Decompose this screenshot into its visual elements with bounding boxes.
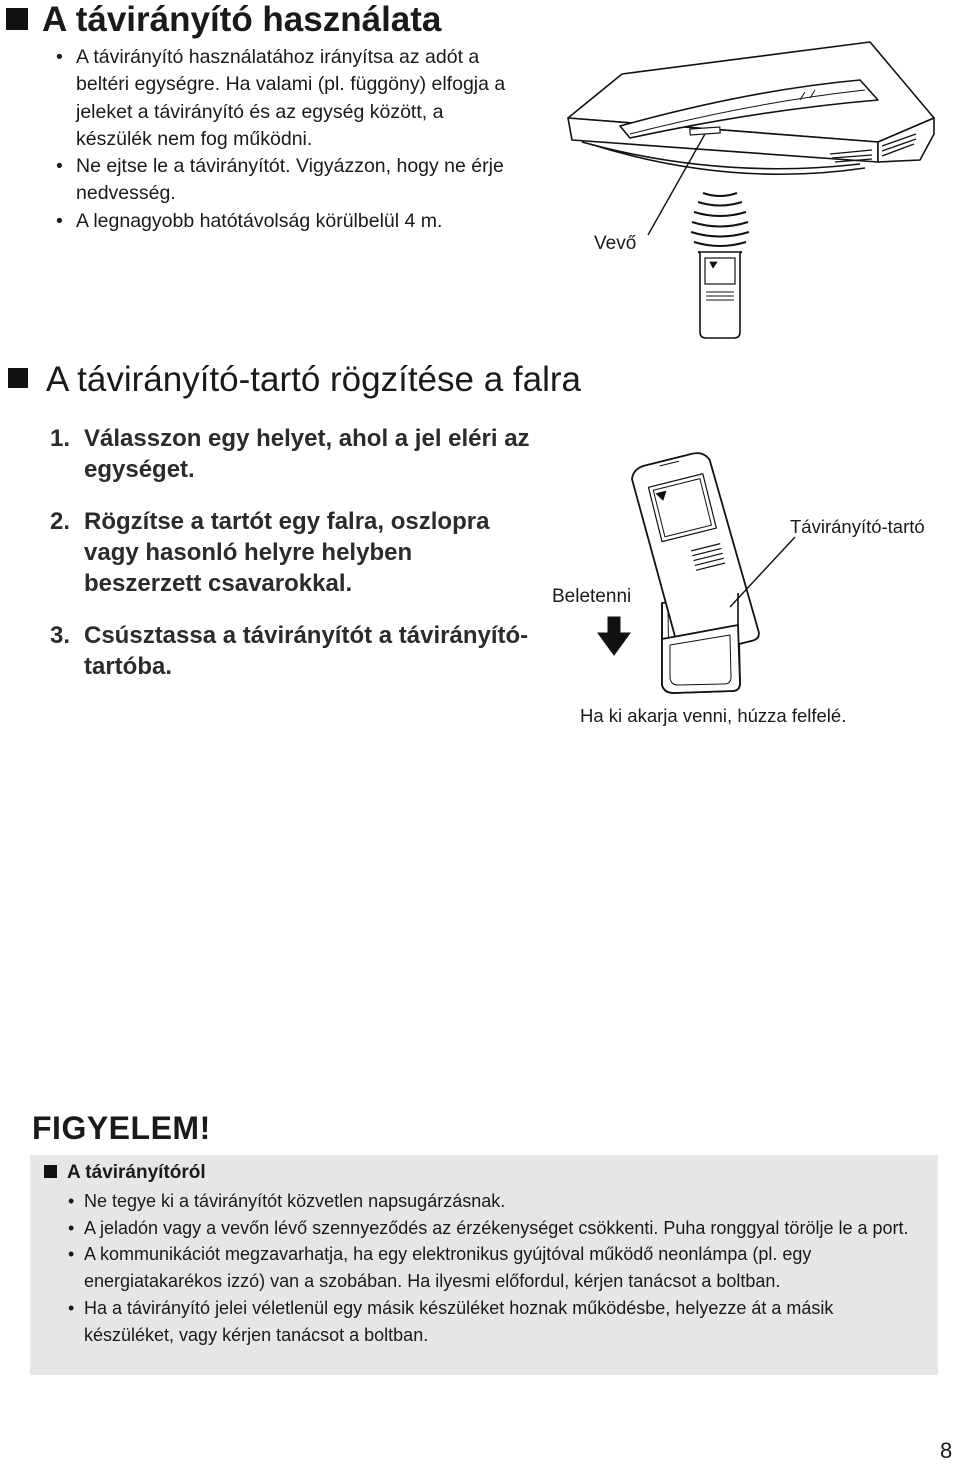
- list-item: • A jeladón vagy a vevőn lévő szennyeződés az érzékenységet csökkenti. Puha ronggyal törölje le a port.: [68, 1215, 928, 1242]
- caution-bullet-list: [68, 1188, 928, 1348]
- indoor-unit-illustration: [560, 30, 950, 380]
- remove-label: Ha ki akarja venni, húzza felfelé.: [580, 705, 847, 726]
- caution-subtitle-text: A távirányítóról: [67, 1162, 206, 1183]
- section-title-text: A távirányító használata: [42, 0, 442, 39]
- page-number: 8: [940, 1438, 953, 1463]
- section-title-wall-mount: [8, 358, 581, 402]
- step-number: 2.: [50, 508, 71, 535]
- square-bullet-icon: [8, 368, 28, 388]
- step-text: Válasszon egy helyet, ahol a jel eléri az egységet.: [84, 425, 530, 483]
- mount-steps-list: [50, 423, 530, 682]
- step-number: 1.: [50, 425, 71, 452]
- step-text: Csúsztassa a távirányítót a távirányító-tartóba.: [84, 622, 529, 680]
- list-item: • Ne ejtse le a távirányítót. Vigyázzon, hogy ne érje nedvesség.: [54, 153, 524, 208]
- caution-box: [30, 1155, 938, 1375]
- caution-title: FIGYELEM!: [32, 1110, 211, 1146]
- list-item: [50, 423, 530, 485]
- remote-holder-illustration: [590, 455, 950, 695]
- list-item: • Ha a távirányító jelei véletlenül egy másik készüléket hoznak működésbe, helyezze át a másik készüléket, vagy kérjen tanácsot a boltban.: [68, 1295, 928, 1348]
- caution-subtitle: [44, 1162, 206, 1184]
- insert-label: Beletenni: [552, 586, 632, 607]
- holder-label: Távirányító-tartó: [790, 516, 925, 537]
- square-bullet-icon: [44, 1165, 57, 1178]
- list-item: • A kommunikációt megzavarhatja, ha egy elektronikus gyújtóval működő neonlámpa (pl. egy energiatakarékos izzó) van a szobában. Ha ilyesmi előfordul, kérjen tanácsot a boltban.: [68, 1241, 928, 1294]
- list-item: [50, 506, 530, 599]
- step-text: Rögzítse a tartót egy falra, oszlopra vagy hasonló helyre helyben beszerzett csavarokkal.: [84, 508, 490, 597]
- step-number: 3.: [50, 622, 71, 649]
- list-item: • A távirányító használatához irányítsa az adót a beltéri egységre. Ha valami (pl. függöny) elfogja a jeleket a távirányító és az egység között, a készülék nem fog működni.: [54, 44, 524, 153]
- section-title-text: A távirányító-tartó rögzítése a falra: [46, 360, 581, 399]
- usage-bullet-list: [54, 44, 524, 235]
- section-title-remote-usage: [6, 0, 441, 40]
- square-bullet-icon: [6, 8, 28, 30]
- list-item: [50, 620, 530, 682]
- list-item: • Ne tegye ki a távirányítót közvetlen napsugárzásnak.: [68, 1188, 928, 1215]
- list-item: • A legnagyobb hatótávolság körülbelül 4 m.: [54, 208, 524, 235]
- receiver-label: Vevő: [594, 233, 637, 254]
